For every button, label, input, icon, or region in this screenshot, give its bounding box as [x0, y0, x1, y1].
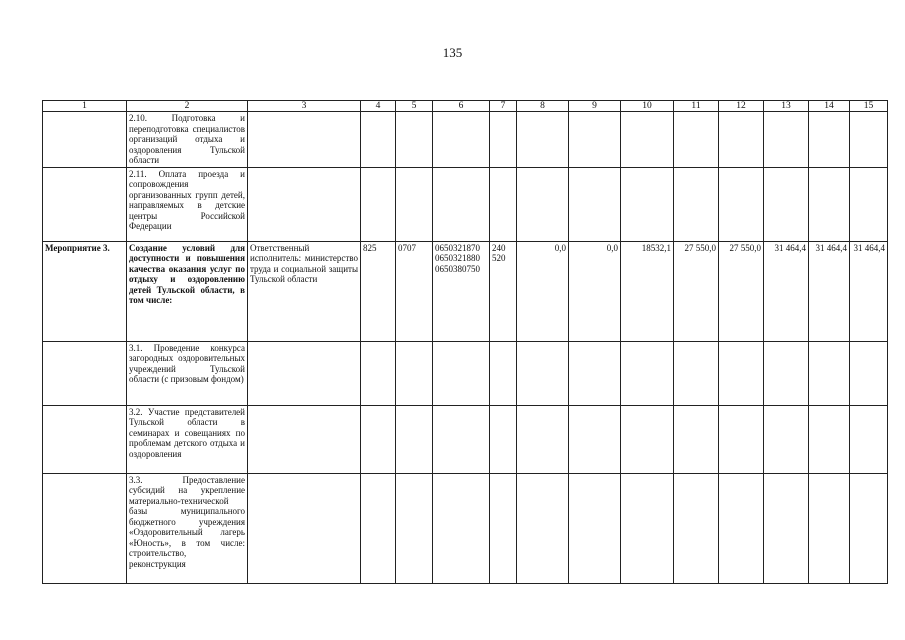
amount-cell: 31 464,4	[809, 241, 850, 341]
amount-cell: 27 550,0	[674, 241, 719, 341]
col-header: 3	[248, 101, 361, 112]
column-number-row	[43, 101, 888, 112]
table-row	[43, 405, 888, 473]
col-header: 4	[361, 101, 396, 112]
col-header: 8	[517, 101, 569, 112]
col-header: 7	[490, 101, 517, 112]
activity-cell: 3.2. Участие представителей Тульской области в семинарах и совещаниях по проблемам детского отдыха и оздоровления	[127, 405, 248, 473]
program-table	[42, 100, 888, 584]
amount-cell: 18532,1	[621, 241, 674, 341]
activity-cell: 2.10. Подготовка и переподготовка специалистов организаций отдыха и оздоровления Тульской области	[127, 112, 248, 168]
table-row	[43, 341, 888, 405]
col-header: 14	[809, 101, 850, 112]
activity-cell: Создание условий для доступности и повышения качества оказания услуг по отдыху и оздоровлению детей Тульской области, в том числе:	[127, 241, 248, 341]
col-header: 2	[127, 101, 248, 112]
col-header: 13	[764, 101, 809, 112]
amount-cell: 31 464,4	[850, 241, 888, 341]
table-row	[43, 112, 888, 168]
col-header: 5	[396, 101, 433, 112]
amount-cell: 0,0	[569, 241, 621, 341]
page-number: 135	[442, 45, 463, 60]
table-row	[43, 167, 888, 241]
col-header: 12	[719, 101, 764, 112]
col-header: 15	[850, 101, 888, 112]
amount-cell: 0,0	[517, 241, 569, 341]
expense-type-codes: 240 520	[490, 241, 517, 341]
executor-cell: Ответственный исполнитель: министерство труда и социальной защиты Тульской области	[248, 241, 361, 341]
col-header: 1	[43, 101, 127, 112]
activity-cell: 3.1. Проведение конкурса загородных оздоровительных учреждений Тульской области (с призовым фондом)	[127, 341, 248, 405]
col-header: 11	[674, 101, 719, 112]
amount-cell: 31 464,4	[764, 241, 809, 341]
table-row	[43, 473, 888, 583]
activity-cell: 3.3. Предоставление субсидий на укрепление материально-технической базы муниципального бюджетного учреждения «Оздоровительный лагерь «Юность», в том числе: строительство, реконструкция	[127, 473, 248, 583]
col-header: 6	[433, 101, 490, 112]
measure-label: Мероприятие 3.	[43, 241, 127, 341]
section-code: 0707	[396, 241, 433, 341]
ministry-code: 825	[361, 241, 396, 341]
col-header: 9	[569, 101, 621, 112]
table-row	[43, 241, 888, 341]
activity-cell: 2.11. Оплата проезда и сопровождения организованных групп детей, направляемых в детские центры Российской Федерации	[127, 167, 248, 241]
target-item-codes: 0650321870 0650321880 0650380750	[433, 241, 490, 341]
col-header: 10	[621, 101, 674, 112]
amount-cell: 27 550,0	[719, 241, 764, 341]
